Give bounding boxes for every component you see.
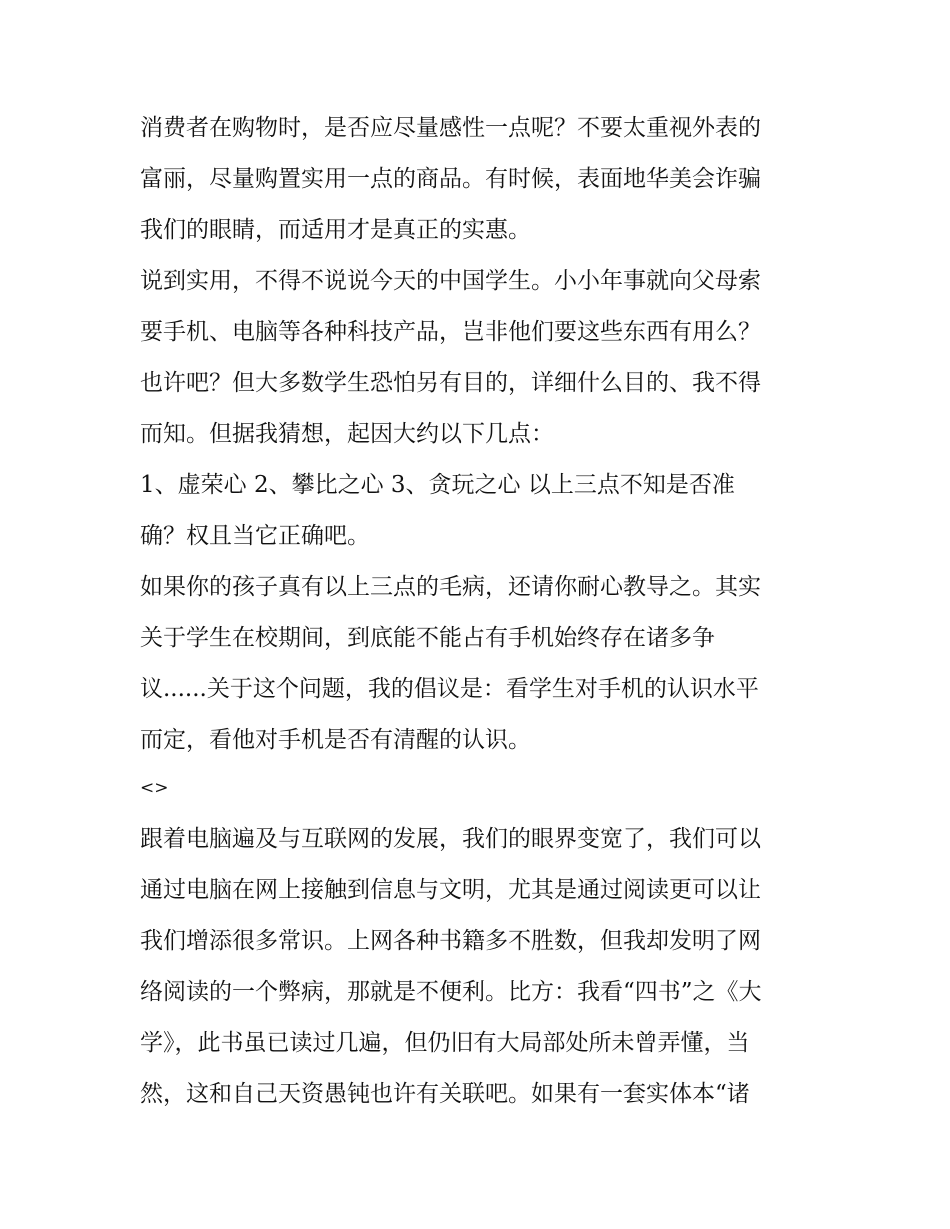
text-line: 而知。但据我猜想，起因大约以下几点： [140,421,554,447]
text-line: 跟着电脑遍及与互联网的发展，我们的眼界变宽了，我们可以 [140,826,761,852]
separator-marker: <> [140,778,169,798]
text-line: 消费者在购物时，是否应尽量感性一点呢？不要太重视外表的 [140,115,761,141]
text-line: 然，这和自己天资愚钝也许有关联吧。如果有一套实体本“诸 [140,1081,750,1107]
text-line: 学》，此书虽已读过几遍，但仍旧有大局部处所未曾弄懂，当 [140,1030,750,1056]
document-body [140,103,816,1120]
text-line: 络阅读的一个弊病，那就是不便利。比方：我看“四书”之《大 [140,979,762,1005]
text-line: 确？权且当它正确吧。 [140,523,370,549]
text-line: 也许吧？但大多数学生恐怕另有目的，详细什么目的、我不得 [140,370,761,396]
text-line: 说到实用，不得不说说今天的中国学生。小小年事就向父母索 [140,268,761,294]
text-line: 我们增添很多常识。上网各种书籍多不胜数，但我却发明了网 [140,928,761,954]
text-line: 1、虚荣心 2、攀比之心 3、贪玩之心 以上三点不知是否准 [140,472,735,498]
text-line: 关于学生在校期间，到底能不能占有手机始终存在诸多争 [140,625,715,651]
text-line: 要手机、电脑等各种科技产品，岂非他们要这些东西有用么？ [140,319,761,345]
text-line: 而定，看他对手机是否有清醒的认识。 [140,727,531,753]
text-line: 富丽，尽量购置实用一点的商品。有时候，表面地华美会诈骗 [140,166,761,192]
text-line: 我们的眼睛，而适用才是真正的实惠。 [140,217,531,243]
text-line: 如果你的孩子真有以上三点的毛病，还请你耐心教导之。其实 [140,574,761,600]
text-line: 通过电脑在网上接触到信息与文明，尤其是通过阅读更可以让 [140,877,761,903]
text-line: 议......关于这个问题，我的倡议是：看学生对手机的认识水平 [140,676,759,702]
